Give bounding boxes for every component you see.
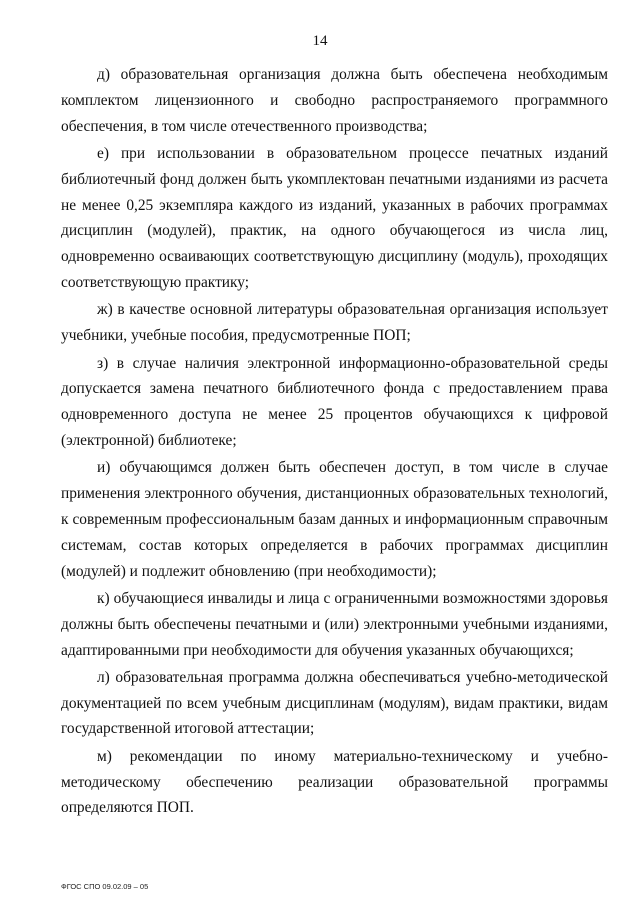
paragraph-e: е) при использовании в образовательном процессе печатных изданий библиотечный фонд должен быть укомплектован печатными изданиями из расчета не менее 0,25 экземпляра каждого из изданий, указанных в рабочих программах дисциплин (модулей), практик, на одного обучающегося из числа лиц, одновременно осваивающих соответствующую дисциплину (модуль), проходящих соответствующую практику; (61, 144, 608, 291)
paragraph-l: л) образовательная программа должна обеспечиваться учебно-методической документацией по всем учебным дисциплинам (модулям), видам практики, видам государственной итоговой аттестации; (61, 668, 608, 738)
paragraph-i: и) обучающимся должен быть обеспечен доступ, в том числе в случае применения электронного обучения, дистанционных образовательных технологий, к современным профессиональным базам данных и информационным справочным системам, состав которых определяется в рабочих программах дисциплин (модулей) и подлежит обновлению (при необходимости); (61, 459, 608, 580)
page-number: 14 (312, 33, 328, 49)
paragraph-d: д) образовательная организация должна быть обеспечена необходимым комплектом лицензионного и свободно распространяемого программного обеспечения, в том числе отечественного производства; (61, 66, 608, 135)
paragraph-z: з) в случае наличия электронной информационно-образовательной среды допускается замена печатного библиотечного фонда с предоставлением права одновременного доступа не менее 25 процентов обучающихся к цифровой (электронной) библиотеке; (61, 354, 608, 449)
document-footer: ФГОС СПО 09.02.09 – 05 (61, 882, 149, 891)
paragraph-m: м) рекомендации по иному материально-техническому и учебно-методическому обеспечению реализации образовательной программы определяются ПОП. (61, 747, 608, 817)
paragraph-k: к) обучающиеся инвалиды и лица с ограниченными возможностями здоровья должны быть обеспечены печатными и (или) электронными учебными изданиями, адаптированными при необходимости для обучения указанных обучающихся; (61, 589, 608, 659)
paragraph-zh: ж) в качестве основной литературы образовательная организация использует учебники, учебные пособия, предусмотренные ПОП; (61, 301, 608, 345)
document-body (61, 62, 608, 823)
